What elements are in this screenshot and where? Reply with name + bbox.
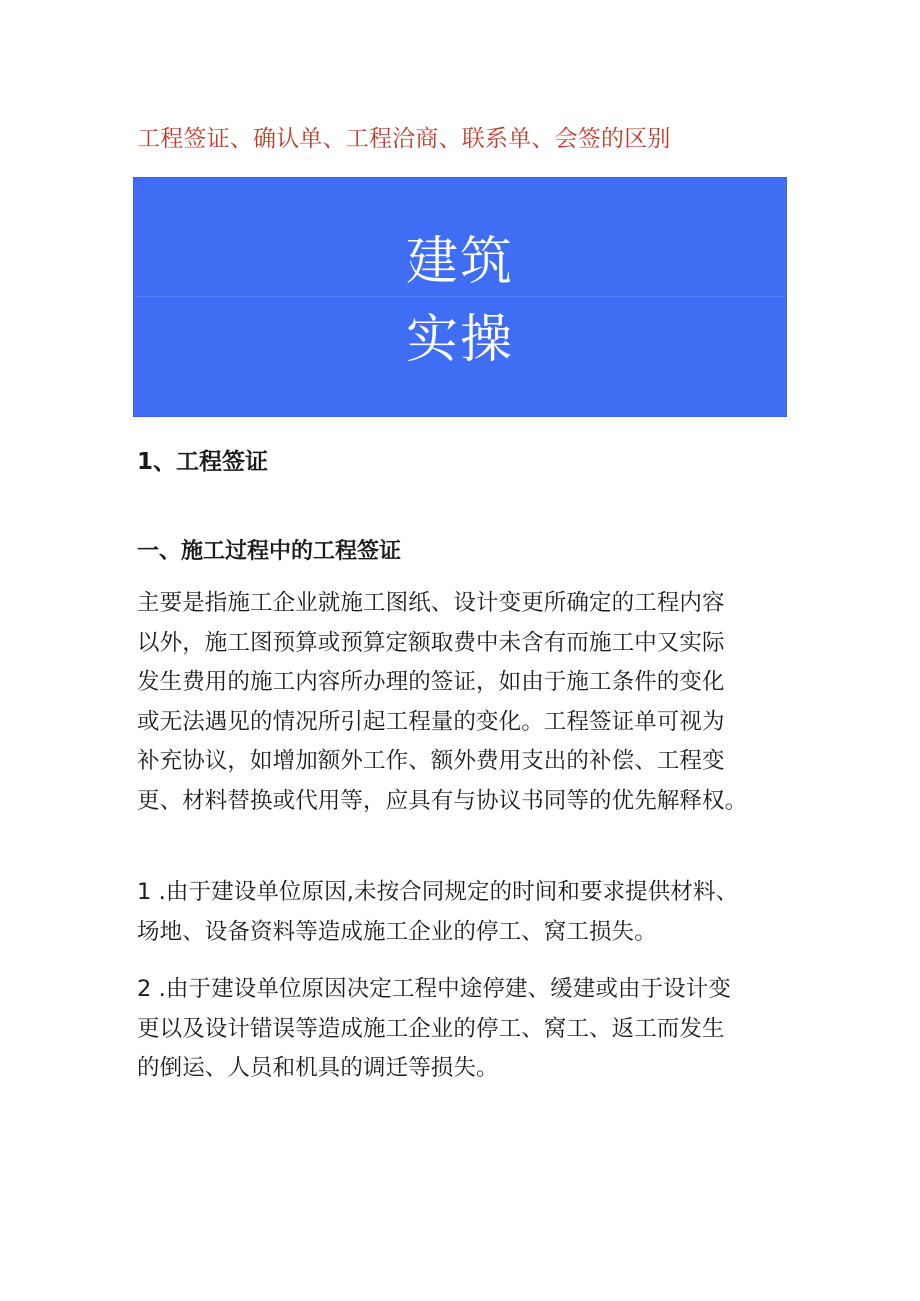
- paragraph-line: 主要是指施工企业就施工图纸、设计变更所确定的工程内容: [137, 590, 725, 616]
- banner-line-2: 实操: [405, 310, 514, 370]
- section-heading: 1、工程签证: [137, 449, 269, 475]
- paragraph-line: 发生费用的施工内容所办理的签证，如由于施工条件的变化: [137, 669, 725, 695]
- list-item-2: [137, 970, 797, 1089]
- list-item-line: 的倒运、人员和机具的调迁等损失。: [137, 1055, 499, 1081]
- list-item-line: 2 .由于建设单位原因决定工程中途停建、缓建或由于设计变: [137, 976, 731, 1002]
- paragraph-definition: [137, 584, 797, 821]
- banner-divider: [134, 296, 786, 297]
- document-title: 工程签证、确认单、工程洽商、联系单、会签的区别: [137, 126, 671, 152]
- list-item-1: [137, 873, 797, 952]
- list-item-line: 场地、设备资料等造成施工企业的停工、窝工损失。: [137, 918, 657, 945]
- banner-line-1: 建筑: [405, 232, 514, 292]
- list-item-line: 更以及设计错误等造成施工企业的停工、窝工、返工而发生: [137, 1015, 725, 1042]
- paragraph-line: 更、材料替换或代用等，应具有与协议书同等的优先解释权。: [137, 787, 748, 814]
- banner: [133, 177, 787, 417]
- list-item-line: 1 .由于建设单位原因,未按合同规定的时间和要求提供材料、: [137, 879, 739, 905]
- paragraph-line: 补充协议，如增加额外工作、额外费用支出的补偿、工程变: [137, 748, 725, 774]
- paragraph-line: 以外，施工图预算或预算定额取费中未含有而施工中又实际: [137, 629, 725, 656]
- sub-heading: 一、施工过程中的工程签证: [137, 539, 402, 564]
- paragraph-line: 或无法遇见的情况所引起工程量的变化。工程签证单可视为: [137, 708, 725, 735]
